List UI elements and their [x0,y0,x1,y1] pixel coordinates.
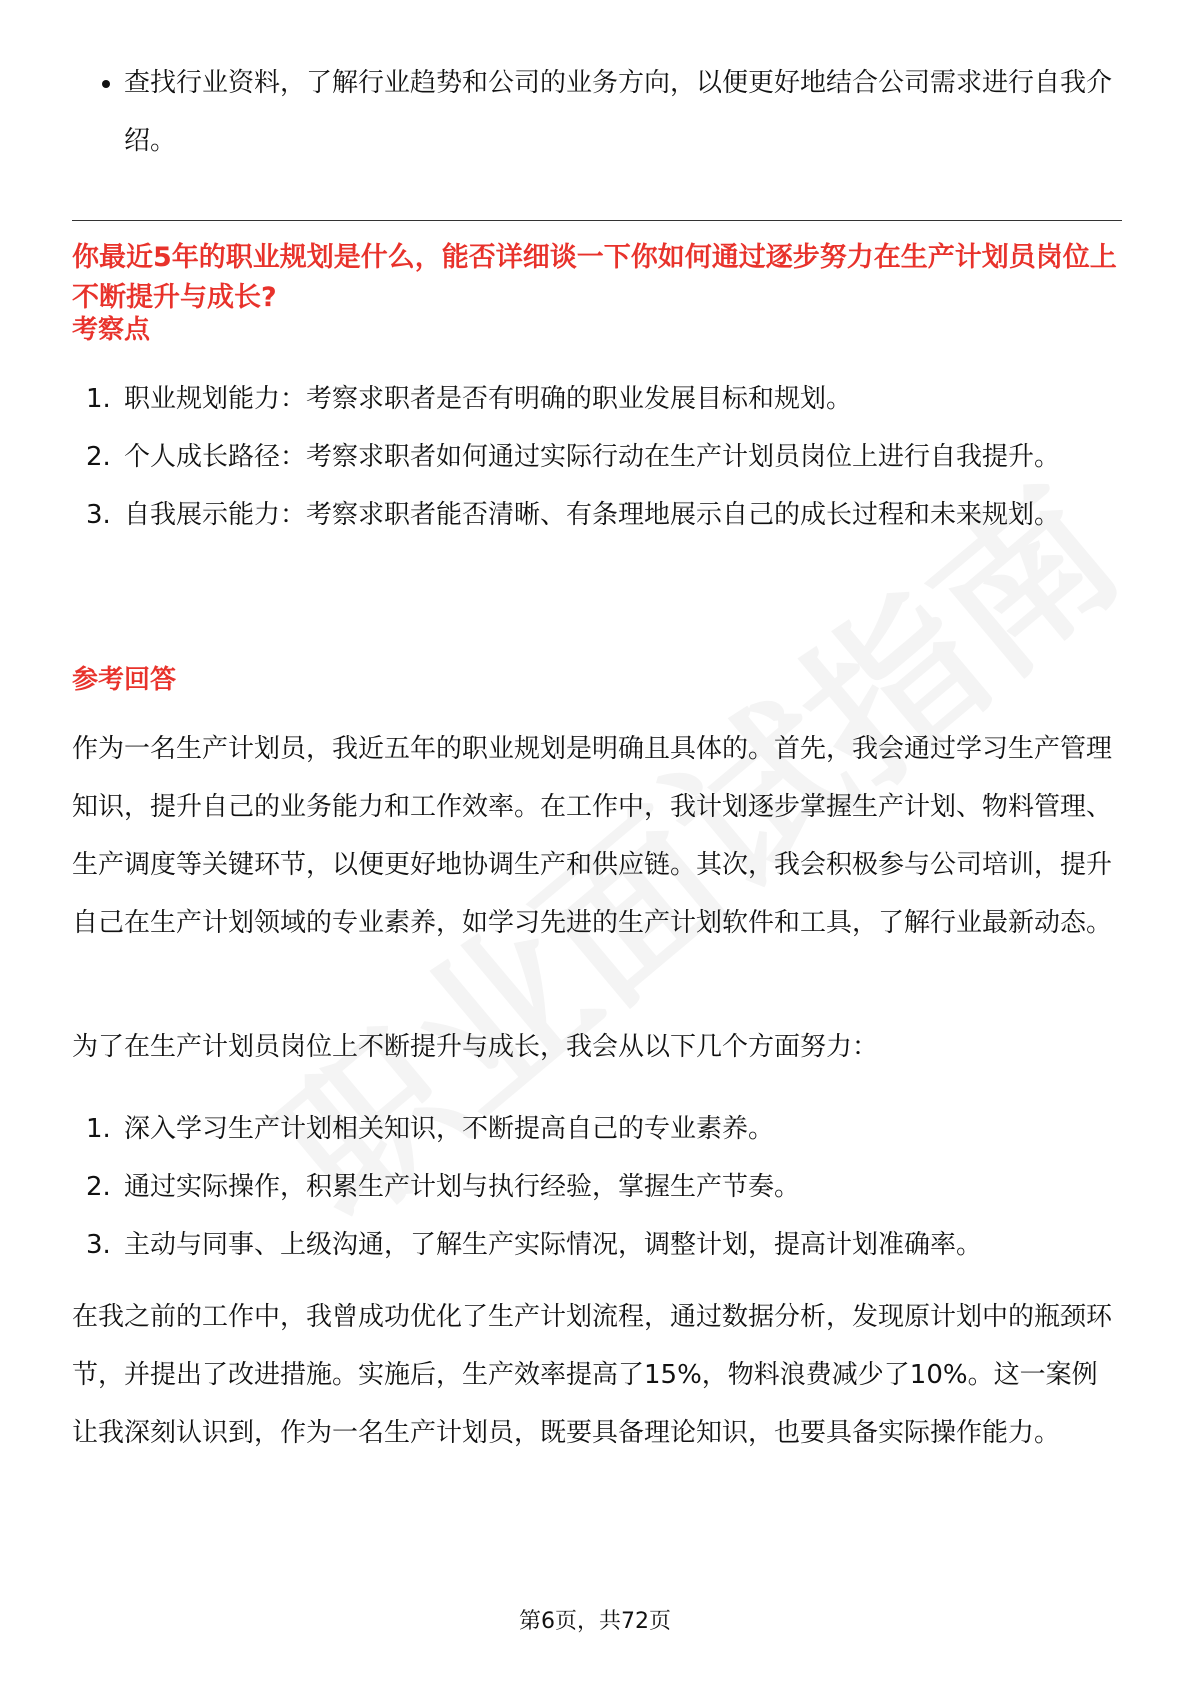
list-number: 3. [86,500,111,530]
list-item [72,54,1122,170]
section-label-exam: 考察点 [72,315,151,345]
list-number: 2. [86,442,111,472]
answer-paragraph-1: 作为一名生产计划员，我近五年的职业规划是明确且具体的。首先，我会通过学习生产管理知识，提升自己的业务能力和工作效率。在工作中，我计划逐步掌握生产计划、物料管理、生产调度等关键环节，以便更好地协调生产和供应链。其次，我会积极参与公司培训，提升自己在生产计划领域的专业素养，如学习先进的生产计划软件和工具，了解行业最新动态。 [72,734,1113,938]
list-number: 3. [86,1230,111,1260]
answer-paragraph-3: 在我之前的工作中，我曾成功优化了生产计划流程，通过数据分析，发现原计划中的瓶颈环节，并提出了改进措施。实施后，生产效率提高了15%，物料浪费减少了10%。这一案例让我深刻认识到，作为一名生产计划员，既要具备理论知识，也要具备实际操作能力。 [72,1302,1113,1448]
list-number: 2. [86,1172,111,1202]
list-item-text: 职业规划能力：考察求职者是否有明确的职业发展目标和规划。 [124,384,853,414]
question-heading: 你最近5年的职业规划是什么，能否详细谈一下你如何通过逐步努力在生产计划员岗位上不断提升与成长? [72,242,1117,313]
list-item [72,1158,1122,1216]
effort-list [72,1100,1122,1274]
list-number: 1. [86,1114,111,1144]
list-number: 1. [86,384,111,414]
top-bullet-list [72,54,1122,170]
list-item [72,370,1122,428]
list-item-text: 深入学习生产计划相关知识，不断提高自己的专业素养。 [124,1114,775,1144]
answer-paragraph-2: 为了在生产计划员岗位上不断提升与成长，我会从以下几个方面努力： [72,1032,879,1062]
list-item-text: 主动与同事、上级沟通，了解生产实际情况，调整计划，提高计划准确率。 [124,1230,983,1260]
list-item-text: 通过实际操作，积累生产计划与执行经验，掌握生产节奏。 [124,1172,801,1202]
list-item [72,1100,1122,1158]
list-item [72,1216,1122,1274]
list-item [72,486,1122,544]
list-item-text: 自我展示能力：考察求职者能否清晰、有条理地展示自己的成长过程和未来规划。 [124,500,1061,530]
list-item [72,428,1122,486]
bullet-dot-icon [102,80,110,88]
exam-point-list [72,370,1122,544]
list-item-text: 个人成长路径：考察求职者如何通过实际行动在生产计划员岗位上进行自我提升。 [124,442,1061,472]
list-item-text: 查找行业资料，了解行业趋势和公司的业务方向，以便更好地结合公司需求进行自我介绍。 [124,68,1113,156]
page-footer: 第6页，共72页 [519,1609,671,1634]
divider [72,220,1122,221]
section-label-answer: 参考回答 [72,665,177,695]
